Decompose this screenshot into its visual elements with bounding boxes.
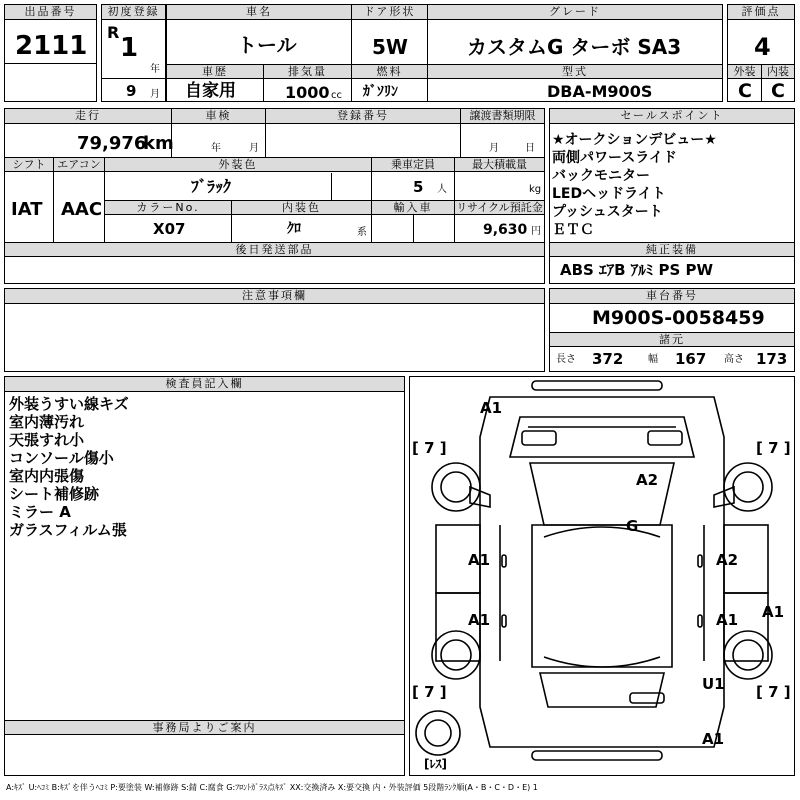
capacity: 5: [413, 178, 424, 196]
month-unit: 月: [150, 89, 160, 100]
inspector-note: 天張すれ小: [9, 431, 85, 449]
sales-point: ＥＴＣ: [552, 222, 594, 238]
genuine-equipment: ABS ｴｱB ｱﾙﾐ PS PW: [560, 261, 714, 279]
interior-color-unit: 系: [357, 227, 367, 238]
grade-label: グレード: [428, 5, 722, 20]
recycle-fee-label: リサイクル預託金: [456, 201, 543, 214]
interior-grade-label: 内装: [762, 65, 794, 79]
recycle-fee-unit: 円: [531, 226, 541, 237]
door-label: ドア形状: [352, 5, 427, 20]
tire-front-left: [ 7 ]: [412, 439, 447, 457]
inspector-note: ミラー A: [9, 503, 71, 521]
inspector-box: [4, 376, 405, 776]
aircon-label: エアコン: [54, 158, 104, 172]
capacity-label: 乗車定員: [372, 158, 454, 172]
model-label: 型式: [428, 65, 722, 79]
genuine-equipment-label: 純正装備: [550, 243, 794, 257]
vehicle-details-table: [4, 108, 545, 284]
sales-points-box: [549, 108, 795, 284]
transfer-deadline-label: 譲渡書類期限: [461, 109, 544, 124]
tire-front-right: [ 7 ]: [756, 439, 791, 457]
score-box: [727, 4, 795, 102]
interior-color-label: 内装色: [232, 201, 371, 215]
import-label: 輸入車: [372, 201, 454, 215]
lot-number-label: 出品番号: [5, 5, 96, 20]
exterior-grade: C: [738, 80, 752, 102]
mileage-label: 走行: [5, 109, 171, 124]
notes-label: 注意事項欄: [5, 289, 544, 304]
damage-right-quarter: A1: [762, 603, 785, 621]
inspector-note: 外装うすい線キズ: [9, 395, 129, 413]
sales-point: ★オークションデビュー★: [552, 132, 717, 148]
length-label: 長さ: [556, 354, 576, 365]
history-label: 車歴: [167, 65, 263, 79]
damage-right-rear-door: A1: [716, 611, 739, 629]
aircon: AAC: [61, 199, 103, 220]
car-info-box: [166, 4, 723, 102]
displacement: 1000: [285, 83, 330, 102]
exterior-color-label: 外装色: [105, 158, 371, 172]
damage-roof: G: [626, 517, 639, 535]
shift: IAT: [11, 199, 43, 220]
score-label: 評価点: [728, 5, 794, 20]
inspector-notes: [9, 395, 129, 539]
mileage-unit: km: [143, 133, 174, 154]
damage-right-front-door: A2: [716, 551, 739, 569]
office-guidance-label: 事務局よりご案内: [5, 721, 404, 735]
length: 372: [592, 350, 624, 368]
displacement-label: 排気量: [264, 65, 351, 79]
color-number: X07: [153, 220, 186, 238]
model: DBA-M900S: [547, 82, 653, 101]
color-number-label: カラーNo.: [105, 201, 231, 215]
first-registration-box: [101, 4, 166, 102]
fuel: ｶﾞｿﾘﾝ: [363, 84, 398, 100]
tire-rear-left: [ 7 ]: [412, 683, 447, 701]
registration-year: 1: [120, 33, 139, 63]
damage-front-bumper: A1: [480, 399, 503, 417]
inspection-month-unit: 月: [249, 143, 259, 154]
sales-point: 両側パワースライド: [552, 150, 677, 166]
shift-label: シフト: [5, 158, 53, 172]
era: R: [107, 23, 120, 42]
inspector-note: 室内薄汚れ: [9, 413, 85, 431]
width: 167: [675, 350, 707, 368]
tire-rear-right: [ 7 ]: [756, 683, 791, 701]
notes-box: [4, 288, 545, 372]
displacement-unit: cc: [331, 90, 342, 101]
first-registration-label: 初度登録: [102, 5, 165, 20]
registration-number-label: 登録番号: [266, 109, 460, 124]
exterior-grade-label: 外装: [728, 65, 761, 79]
recycle-fee: 9,630: [483, 222, 528, 238]
height-label: 高さ: [724, 354, 744, 365]
sales-point: LEDヘッドライト: [552, 186, 666, 202]
damage-rear-right: U1: [702, 675, 725, 693]
exterior-color: ﾌﾞﾗｯｸ: [191, 177, 232, 196]
height: 173: [756, 350, 788, 368]
lot-number: 2111: [15, 31, 88, 61]
specs-label: 諸元: [550, 333, 794, 347]
damage-left-front-door: A1: [468, 551, 491, 569]
damage-left-rear-door: A1: [468, 611, 491, 629]
car-outline-diagram: [410, 377, 794, 775]
year-unit: 年: [150, 64, 160, 75]
fuel-label: 燃料: [352, 65, 427, 79]
inspection-label: 車検: [172, 109, 265, 124]
sales-points-list: [552, 131, 717, 239]
inspector-note: シート補修跡: [9, 485, 100, 503]
inspector-note: 室内内張傷: [9, 467, 85, 485]
car-diagram-box: [409, 376, 795, 776]
car-name: トール: [237, 33, 297, 57]
capacity-unit: 人: [437, 184, 447, 195]
inspector-label: 検査員記入欄: [5, 377, 404, 392]
interior-color: ｸﾛ: [287, 221, 301, 237]
damage-hood: A2: [636, 471, 659, 489]
later-shipping-parts-label: 後日発送部品: [5, 243, 544, 257]
grade: カスタムG ターボ SA3: [467, 35, 682, 59]
registration-month: 9: [126, 82, 137, 100]
inspector-note: コンソール傷小: [9, 449, 114, 467]
max-load-unit: kg: [529, 184, 542, 195]
width-label: 幅: [648, 354, 658, 365]
chassis-box: [549, 288, 795, 372]
spare-tire: [ﾚｽ]: [424, 757, 447, 771]
door-type: 5W: [372, 35, 408, 59]
mileage: 79,976: [77, 133, 147, 154]
sales-point: プッシュスタート: [552, 204, 663, 220]
transfer-day-unit: 日: [525, 143, 535, 154]
history: 自家用: [185, 81, 236, 101]
transfer-month-unit: 月: [489, 143, 499, 154]
inspection-year-unit: 年: [211, 143, 221, 154]
lot-number-box: [4, 4, 97, 102]
damage-rear-bumper: A1: [702, 730, 725, 748]
max-load-label: 最大積載量: [455, 158, 544, 172]
inspector-note: ガラスフィルム張: [9, 521, 127, 539]
sales-point: バックモニター: [552, 168, 650, 184]
chassis-number-label: 車台番号: [550, 289, 794, 304]
score: 4: [754, 33, 771, 61]
chassis-number: M900S-0058459: [592, 307, 765, 329]
car-name-label: 車名: [167, 5, 351, 20]
damage-legend: A:ｷｽﾞ U:ﾍｺﾐ B:ｷｽﾞを伴うﾍｺﾐ P:要塗装 W:補修跡 S:錆 C:腐食 G:ﾌﾛﾝﾄｶﾞﾗｽ点ｷｽﾞ XX:交換済み X:要交換 内・外装評価 5段階ﾗﾝｸ順(A・B・C・D・E) 1: [6, 783, 538, 792]
interior-grade: C: [771, 80, 785, 102]
sales-points-label: セールスポイント: [550, 109, 794, 124]
